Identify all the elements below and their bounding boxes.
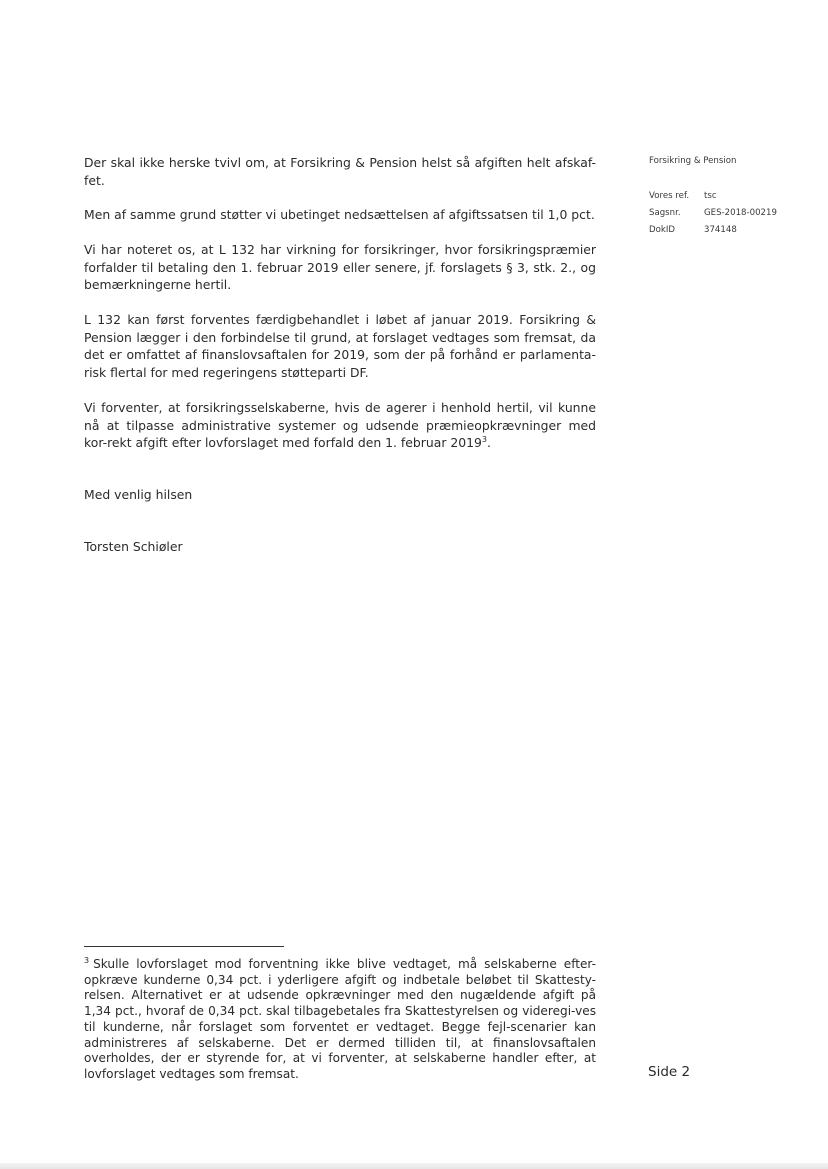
footnote-text: Skulle lovforslaget mod forventning ikke blive vedtaget, må selskaberne efter-opkræve kunderne 0,34 pct. i yderligere afgift og indbetale beløbet til Skattesty-relsen. Alternativet er at udsende opkrævninger med den nugældende afgift på 1,34 pct., hvoraf de 0,34 pct. skal tilbagebetales fra Skattestyrelsen og videregi-ves til kunderne, når forslaget som forventet er vedtaget. Begge fejl-scenarier kan administreres af selskaberne. Det er dermed tilliden til, at finanslovsaftalen overholdes, der er styrende for, at vi forventer, at selskaberne handler efter, at lovforslaget vedtages som fremsat. — [84, 957, 596, 1081]
signer-name: Torsten Schiøler — [84, 539, 183, 554]
meta-row-doc-id — [649, 225, 737, 235]
meta-row-ref — [649, 191, 717, 201]
meta-label: Sagsnr. — [649, 208, 681, 218]
paragraph-5-text: Vi forventer, at forsikringsselskaberne, hvis de agerer i henhold hertil, vil kunne nå at tilpasse administrative systemer og udsende præmieopkrævninger med kor-rekt afgift efter lovforslaget med forfald den 1. februar 2019 — [84, 400, 596, 450]
paragraph-1: Der skal ikke herske tvivl om, at Forsikring & Pension helst så afgiften helt afskaf-fet. — [84, 155, 596, 188]
footnote-number: 3 — [84, 955, 90, 965]
paragraph-5: Vi forventer, at forsikringsselskaberne, hvis de agerer i henhold hertil, vil kunne nå at tilpasse administrative systemer og udsende præmieopkrævninger med kor-rekt afgift efter lovforslaget med forfald den 1. februar 2019$^3$. — [84, 400, 596, 450]
meta-label: DokID — [649, 225, 676, 235]
paragraph-3: Vi har noteret os, at L 132 har virkning for forsikringer, hvor forsikringspræmier forfalder til betaling den 1. februar 2019 eller senere, jf. forslagets § 3, stk. 2., og bemærkningerne hertil. — [84, 242, 596, 292]
meta-value: 374148 — [704, 225, 737, 235]
meta-value: GES-2018-00219 — [704, 208, 777, 218]
paragraph-4: L 132 kan først forventes færdigbehandlet i løbet af januar 2019. Forsikring & Pension lægger i den forbindelse til grund, at forslaget vedtages som fremsat, da det er omfattet af finanslovsaftalen for 2019, som der på forhånd er parlamenta-risk flertal for med regeringens støtteparti DF. — [84, 312, 596, 380]
page-number: Side 2 — [648, 1064, 691, 1080]
organization-name: Forsikring & Pension — [649, 156, 737, 166]
footnote-reference: 3 — [481, 434, 487, 444]
paragraph-2: Men af samme grund støtter vi ubetinget nedsættelsen af afgiftssatsen til 1,0 pct. — [84, 207, 595, 222]
meta-label: Vores ref. — [649, 191, 690, 201]
scan-edge — [0, 1163, 828, 1169]
footnote — [84, 957, 596, 1083]
closing-greeting: Med venlig hilsen — [84, 487, 193, 502]
footnote-divider — [84, 946, 284, 947]
meta-value: tsc — [704, 191, 717, 201]
meta-row-case-number — [649, 208, 777, 218]
